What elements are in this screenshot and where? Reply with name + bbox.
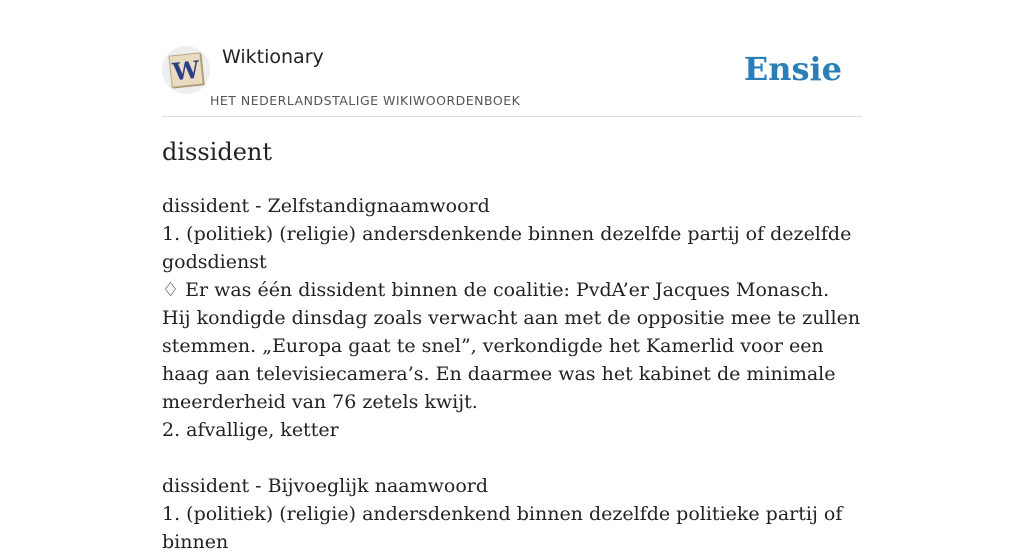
section-heading-noun: dissident - Zelfstandignaamwoord <box>162 195 490 217</box>
site-name[interactable]: Wiktionary <box>222 46 324 68</box>
ensie-brand-logo[interactable]: Ensie <box>743 50 842 88</box>
wiktionary-logo[interactable] <box>162 46 210 94</box>
definition-2: 2. afvallige, ketter <box>162 419 339 441</box>
site-header <box>162 40 862 117</box>
example-quote: ♢ Er was één dissident binnen de coalitie: PvdA’er Jacques Monasch. Hij kondigde dinsdag zoals verwacht aan met de oppositie mee te zullen stemmen. „Europa gaat te snel”, verkondigde het Kamerlid voor een haag aan televisiecamera’s. En daarmee was het kabinet de minimale meerderheid van 76 zetels kwijt. <box>162 279 861 413</box>
logo-w-icon: W <box>168 52 203 87</box>
site-tagline: HET NEDERLANDSTALIGE WIKIWOORDENBOEK <box>210 93 521 108</box>
definition-1: 1. (politiek) (religie) andersdenkende binnen dezelfde partij of dezelfde godsdienst <box>162 223 852 273</box>
section-heading-adjective: dissident - Bijvoeglijk naamwoord <box>162 475 488 497</box>
entry-content <box>162 192 862 556</box>
page-title: dissident <box>162 138 273 166</box>
section-spacer <box>162 444 862 472</box>
adjective-definition-1: 1. (politiek) (religie) andersdenkend binnen dezelfde politieke partij of binnen <box>162 503 843 553</box>
